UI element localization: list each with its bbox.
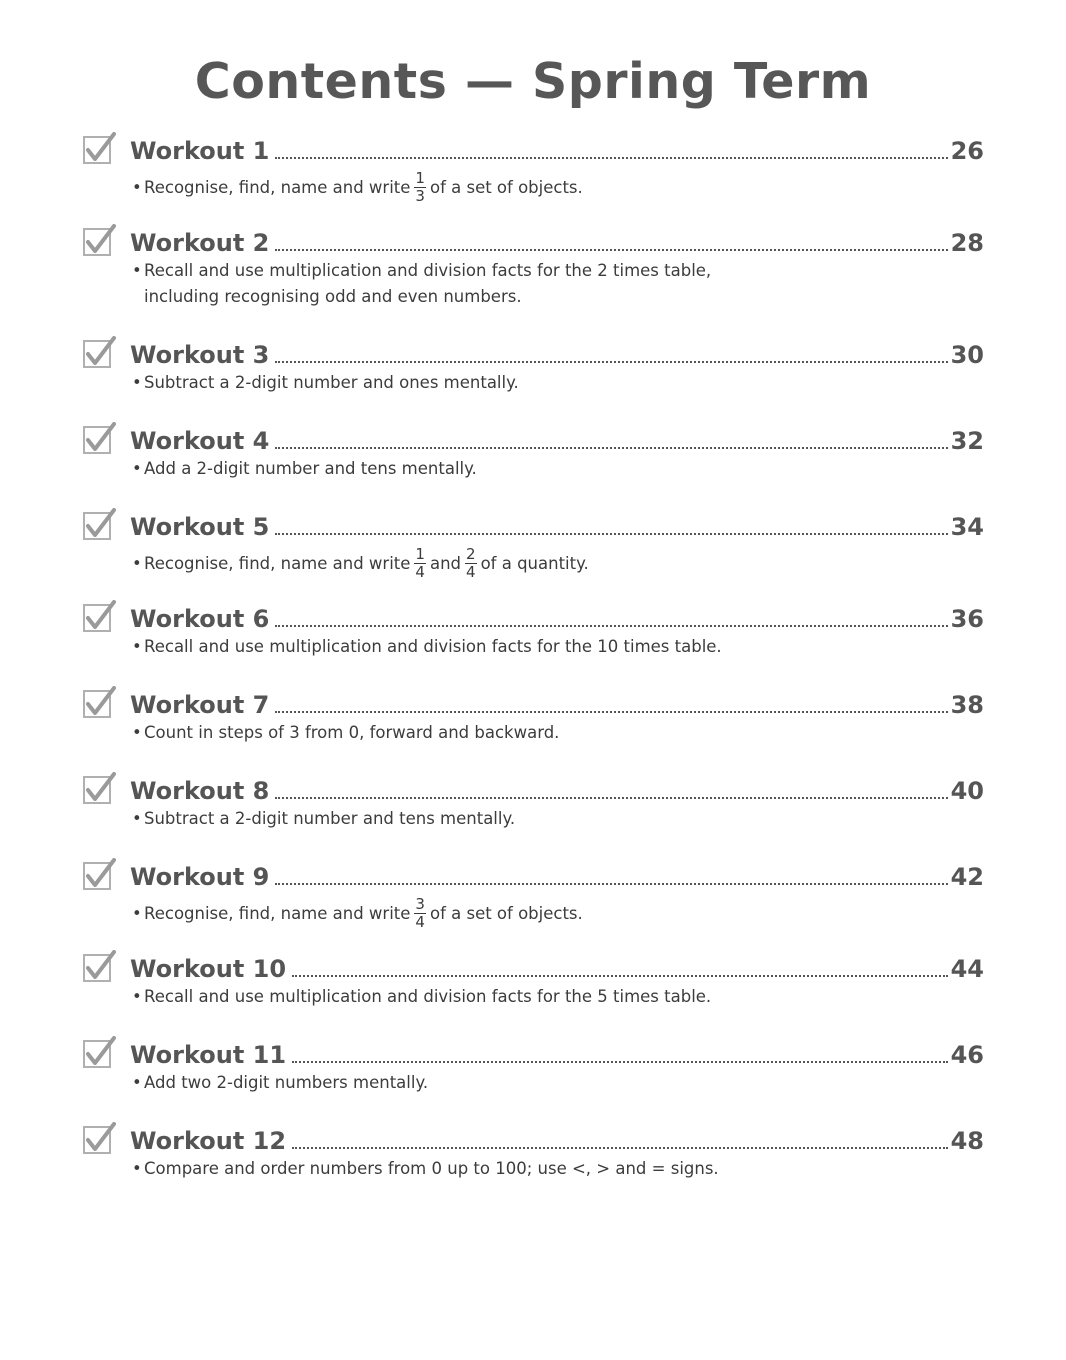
fraction-denominator: 3 — [415, 187, 425, 205]
checkbox-tick-icon — [82, 336, 116, 370]
checkbox-tick-icon — [82, 1122, 116, 1156]
entry-page-number: 48 — [950, 1127, 984, 1155]
description-text: Compare and order numbers from 0 up to 100; use <, > and = signs. — [144, 1159, 719, 1178]
entry-title: Workout 9 — [130, 863, 270, 891]
entry-description — [132, 370, 892, 396]
dot-leader — [292, 1061, 948, 1063]
fraction-denominator: 4 — [415, 563, 425, 581]
bullet: • — [132, 723, 142, 742]
checkbox-tick-icon — [82, 224, 116, 258]
entry-heading-row — [130, 508, 984, 542]
checkbox-tick-icon — [82, 422, 116, 456]
dot-leader — [275, 797, 947, 799]
dot-leader — [292, 1147, 948, 1149]
entry-page-number: 32 — [950, 427, 984, 455]
bullet: • — [132, 1159, 142, 1178]
entry-page-number: 40 — [950, 777, 984, 805]
fraction-numerator: 3 — [415, 895, 425, 913]
entry-description — [132, 634, 892, 660]
bullet: • — [132, 987, 142, 1006]
entry-title: Workout 4 — [130, 427, 270, 455]
description-text: Recall and use multiplication and division facts for the 2 times table, — [144, 261, 712, 280]
fraction — [465, 547, 477, 580]
entry-description — [132, 895, 892, 931]
entry-heading-row — [130, 858, 984, 892]
description-text: Add a 2-digit number and tens mentally. — [144, 459, 477, 478]
bullet: • — [132, 904, 142, 923]
entry-heading-row — [130, 1036, 984, 1070]
entry-title: Workout 7 — [130, 691, 270, 719]
dot-leader — [292, 975, 948, 977]
entry-description — [132, 258, 892, 310]
entry-heading-row — [130, 422, 984, 456]
dot-leader — [275, 711, 947, 713]
bullet: • — [132, 1073, 142, 1092]
fraction-numerator: 2 — [466, 545, 476, 563]
entry-title: Workout 5 — [130, 513, 270, 541]
fraction — [414, 547, 426, 580]
checkbox-tick-icon — [82, 1036, 116, 1070]
bullet: • — [132, 261, 142, 280]
entry-heading-row — [130, 950, 984, 984]
entry-title: Workout 8 — [130, 777, 270, 805]
entry-title: Workout 2 — [130, 229, 270, 257]
description-text: of a set of objects. — [429, 178, 583, 197]
checkbox-tick-icon — [82, 132, 116, 166]
description-text: Recognise, find, name and write — [144, 178, 411, 197]
entry-description — [132, 456, 892, 482]
entry-description — [132, 545, 892, 581]
entry-page-number: 44 — [950, 955, 984, 983]
entry-heading-row — [130, 336, 984, 370]
entry-page-number: 26 — [950, 137, 984, 165]
entry-title: Workout 12 — [130, 1127, 287, 1155]
entry-description — [132, 720, 892, 746]
entry-page-number: 46 — [950, 1041, 984, 1069]
fraction-denominator: 4 — [466, 563, 476, 581]
dot-leader — [275, 625, 947, 627]
entry-heading-row — [130, 600, 984, 634]
description-text: Recognise, find, name and write — [144, 554, 411, 573]
entry-heading-row — [130, 1122, 984, 1156]
entry-title: Workout 10 — [130, 955, 287, 983]
checkbox-tick-icon — [82, 508, 116, 542]
entry-description — [132, 169, 892, 205]
fraction-denominator: 4 — [415, 913, 425, 931]
checkbox-tick-icon — [82, 772, 116, 806]
entry-page-number: 38 — [950, 691, 984, 719]
description-text: Count in steps of 3 from 0, forward and backward. — [144, 723, 560, 742]
bullet: • — [132, 809, 142, 828]
entry-page-number: 36 — [950, 605, 984, 633]
bullet: • — [132, 637, 142, 656]
bullet: • — [132, 554, 142, 573]
page-title: Contents — Spring Term — [194, 53, 872, 110]
fraction-numerator: 1 — [415, 545, 425, 563]
description-text: including recognising odd and even numbers. — [144, 287, 522, 306]
entry-description — [132, 1156, 892, 1182]
dot-leader — [275, 361, 947, 363]
entry-description — [132, 1070, 892, 1096]
description-text: of a set of objects. — [429, 904, 583, 923]
entry-title: Workout 3 — [130, 341, 270, 369]
description-text: Recall and use multiplication and division facts for the 10 times table. — [144, 637, 722, 656]
fraction-numerator: 1 — [415, 169, 425, 187]
entry-title: Workout 11 — [130, 1041, 287, 1069]
entry-heading-row — [130, 686, 984, 720]
entry-page-number: 28 — [950, 229, 984, 257]
entry-page-number: 30 — [950, 341, 984, 369]
description-text: Subtract a 2-digit number and ones mentally. — [144, 373, 519, 392]
entry-heading-row — [130, 772, 984, 806]
entry-title: Workout 6 — [130, 605, 270, 633]
bullet: • — [132, 178, 142, 197]
fraction — [414, 897, 426, 930]
fraction — [414, 171, 426, 204]
entry-heading-row — [130, 224, 984, 258]
description-text: Recall and use multiplication and division facts for the 5 times table. — [144, 987, 712, 1006]
description-text: Subtract a 2-digit number and tens mentally. — [144, 809, 516, 828]
dot-leader — [275, 883, 947, 885]
description-text: Recognise, find, name and write — [144, 904, 411, 923]
checkbox-tick-icon — [82, 950, 116, 984]
checkbox-tick-icon — [82, 858, 116, 892]
description-text: and — [429, 554, 462, 573]
dot-leader — [275, 533, 947, 535]
dot-leader — [275, 157, 947, 159]
dot-leader — [275, 249, 947, 251]
entry-description — [132, 984, 892, 1010]
description-text: Add two 2-digit numbers mentally. — [144, 1073, 429, 1092]
checkbox-tick-icon — [82, 686, 116, 720]
entry-page-number: 34 — [950, 513, 984, 541]
entry-title: Workout 1 — [130, 137, 270, 165]
checkbox-tick-icon — [82, 600, 116, 634]
bullet: • — [132, 373, 142, 392]
dot-leader — [275, 447, 947, 449]
entry-description — [132, 806, 892, 832]
bullet: • — [132, 459, 142, 478]
entry-heading-row — [130, 132, 984, 166]
description-text: of a quantity. — [480, 554, 589, 573]
entry-page-number: 42 — [950, 863, 984, 891]
